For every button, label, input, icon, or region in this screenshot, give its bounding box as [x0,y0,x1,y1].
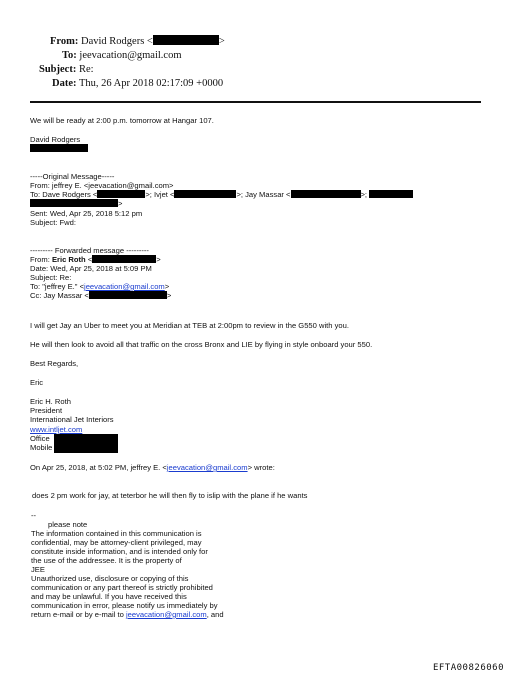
redaction [174,190,236,198]
from-value: David Rodgers < [81,36,153,47]
header-to [62,49,182,62]
fwd-subject: Subject: Re: [30,273,72,282]
redaction [30,144,88,152]
redaction [92,255,156,263]
redaction [369,190,413,198]
note-line: The information contained in this communication is [31,529,202,538]
sig-website-link[interactable]: www.intljet.com [30,425,83,434]
orig-sent: Sent: Wed, Apr 25, 2018 5:12 pm [30,209,143,218]
redaction [97,190,145,198]
redaction-row [30,144,88,153]
note-line: constitute inside information, and is intended only for [31,547,208,556]
note-line: JEE [31,565,45,574]
note-line-last: return e-mail or by e-mail to jeevacation@gmail.com, and [31,610,224,619]
sig-name: Eric H. Roth [30,397,71,406]
redaction [30,199,118,207]
sig-dash: -- [31,511,37,520]
note-line: confidential, may be attorney-client privileged, may [31,538,202,547]
orig-to: To: Dave Rodgers < >; Ivjet < >; Jay Massar < >; [30,190,413,199]
note-line: Unauthorized use, disclosure or copying of this [31,574,189,583]
note-line: and may be unlawful. If you have received this [31,592,187,601]
header-from: From: David Rodgers < > [50,36,225,47]
to-value: jeevacation@gmail.com [79,50,182,61]
fwd-date: Date: Wed, Apr 25, 2018 at 5:09 PM [30,264,152,273]
orig-to-cont: > [30,199,122,208]
fwd-separator: --------- Forwarded message --------- [30,246,149,255]
to-label: To: [62,50,77,61]
sig-company: International Jet Interiors [30,415,114,424]
date-value: Thu, 26 Apr 2018 02:17:09 +0000 [78,78,224,89]
fwd-from: From: Eric Roth < > [30,255,161,264]
from-label: From: [50,36,79,47]
sign-name: Eric [30,378,44,387]
fwd-to: To: "jeffrey E." <jeevacation@gmail.com> [30,282,170,291]
orig-subject: Subject: Fwd: [30,218,77,227]
quote-header: On Apr 25, 2018, at 5:02 PM, jeffrey E. <jeevacation@gmail.com> wrote: [30,463,275,472]
sig-office: Office [30,434,50,443]
redaction [153,35,219,45]
orig-from: From: jeffrey E. <jeevacation@gmail.com> [30,181,174,190]
date-label: Date: [52,78,77,89]
header-subject [39,63,94,76]
orig-separator: -----Original Message----- [30,172,115,181]
sig-title: President [30,406,63,415]
email-link[interactable]: jeevacation@gmail.com [166,463,248,472]
fwd-from-name: Eric Roth [51,255,86,264]
quoted-message: does 2 pm work for jay, at teterbor he will then fly to islip with the plane if he wants [32,491,308,500]
reply-signature: David Rodgers [30,135,81,144]
sig-mobile: Mobile [30,443,53,452]
header-divider [30,101,481,103]
reply-line: We will be ready at 2:00 p.m. tomorrow at Hangar 107. [30,116,214,125]
subject-value: Re: [78,64,94,75]
paragraph-2: He will then look to avoid all that traffic on the cross Bronx and LIE by flying in style onboard your 550. [30,340,373,349]
redaction [291,190,361,198]
note-title: please note [48,520,88,529]
redaction [54,434,118,453]
regards: Best Regards, [30,359,79,368]
note-line: the use of the addressee. It is the property of [31,556,182,565]
header-date [52,77,223,90]
note-line: communication in error, please notify us immediately by [31,601,218,610]
subject-label: Subject: [39,64,77,75]
fwd-cc: Cc: Jay Massar < > [30,291,172,300]
document-id: EFTA00826060 [432,663,504,673]
email-link[interactable]: jeevacation@gmail.com [125,610,207,619]
email-link[interactable]: jeevacation@gmail.com [84,282,165,291]
redaction [89,291,167,299]
paragraph-1: I will get Jay an Uber to meet you at Meridian at TEB at 2:00pm to review in the G550 with you. [30,321,349,330]
note-line: communication or any part thereof is strictly prohibited [31,583,213,592]
